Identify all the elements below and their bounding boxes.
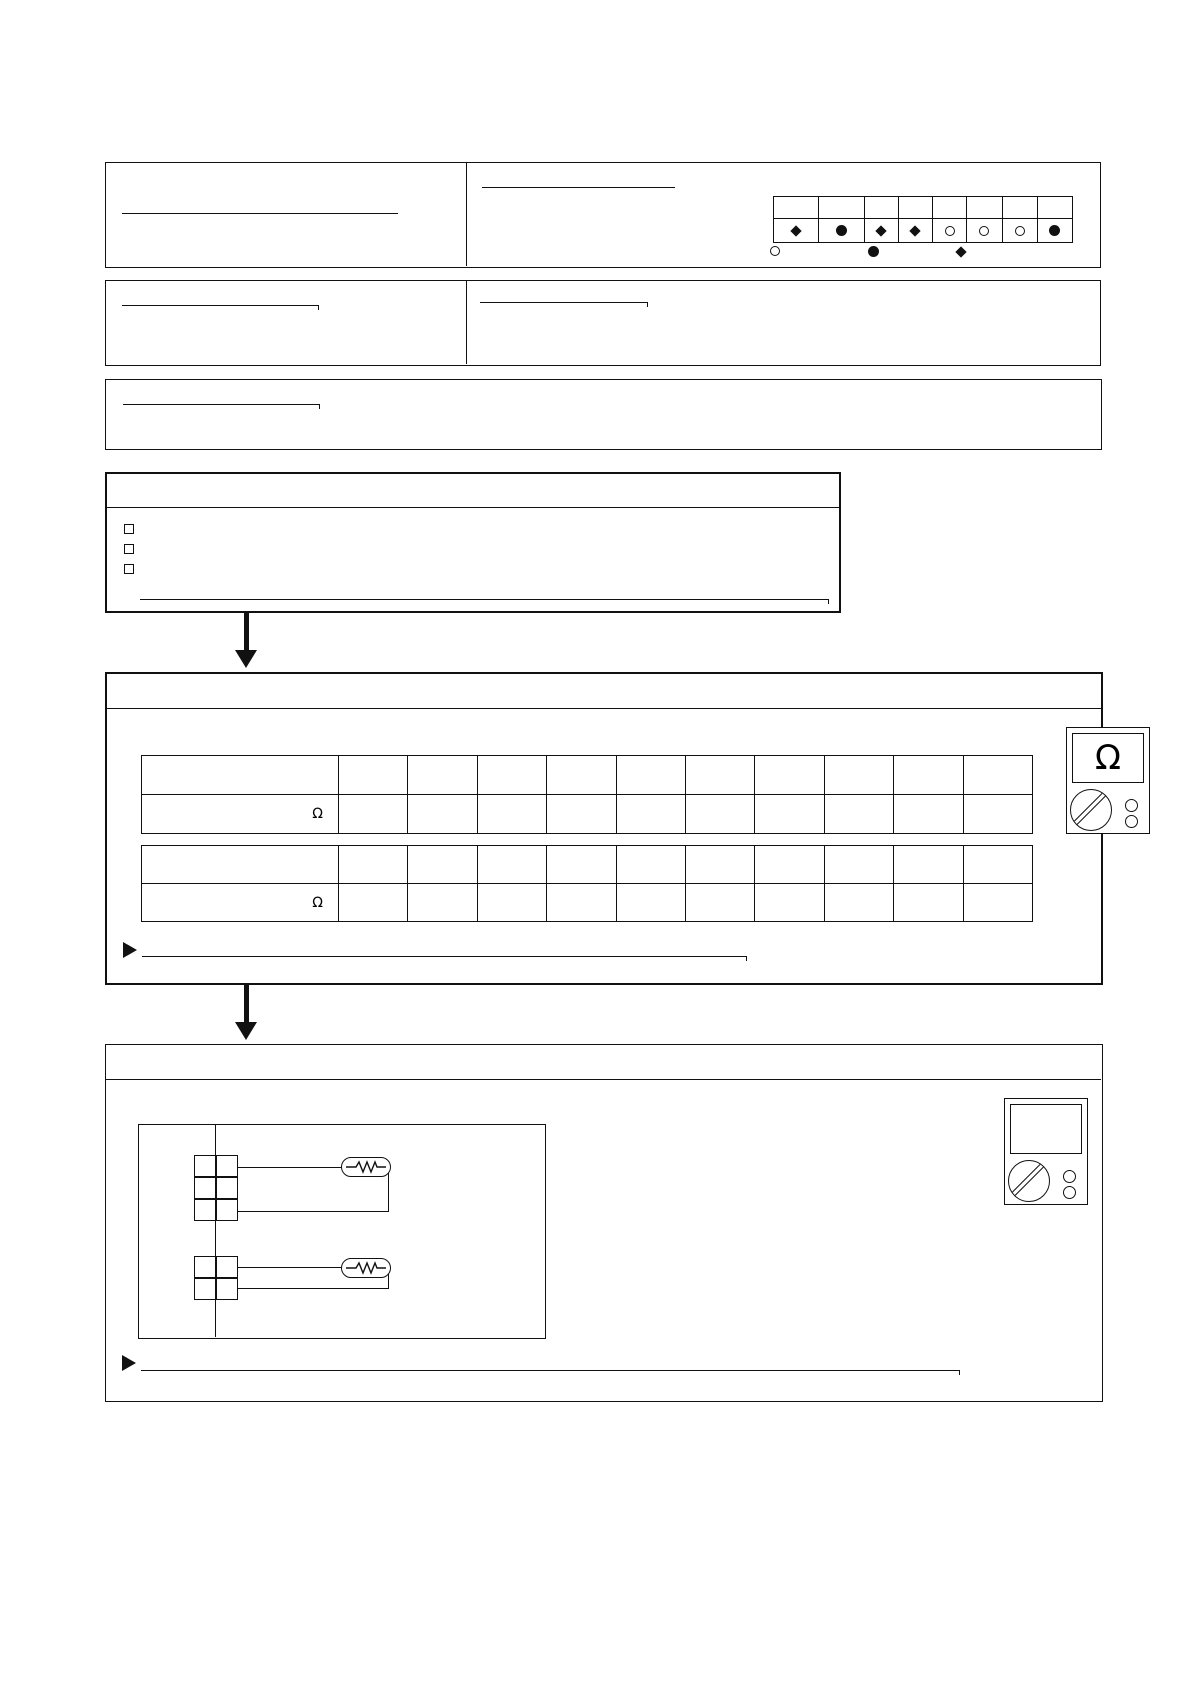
connector-pin bbox=[194, 1177, 216, 1199]
play-triangle-icon bbox=[123, 942, 137, 958]
notes-underline bbox=[123, 404, 319, 405]
connector-pin bbox=[216, 1177, 238, 1199]
multimeter-icon bbox=[1066, 727, 1150, 834]
meter-jack-icon bbox=[1063, 1186, 1076, 1199]
header-info-box bbox=[105, 162, 1101, 268]
arrow-down-icon bbox=[235, 650, 257, 668]
description-left-underline bbox=[122, 305, 318, 306]
notes-box bbox=[105, 379, 1102, 450]
meter-ohm-display: Ω bbox=[1095, 738, 1121, 778]
header-divider bbox=[466, 163, 467, 266]
header-right-underline bbox=[482, 187, 675, 188]
thermistor-icon bbox=[341, 1258, 391, 1278]
status-indicator-grid bbox=[773, 196, 1073, 243]
multimeter-icon bbox=[1004, 1098, 1088, 1205]
resistance-table-2 bbox=[141, 845, 1033, 922]
status-open-dot-icon bbox=[1003, 226, 1037, 236]
resistance-unit-label: Ω bbox=[312, 894, 323, 911]
thermistor-icon bbox=[341, 1157, 391, 1177]
legend-open-dot-icon bbox=[770, 246, 780, 256]
resistance-header-divider bbox=[107, 708, 1101, 709]
connector-pin bbox=[194, 1199, 216, 1221]
checklist-header-divider bbox=[107, 507, 839, 508]
wiring-step-underline bbox=[141, 1370, 959, 1371]
status-filled-dot-icon bbox=[819, 225, 864, 236]
resistance-check-box bbox=[105, 672, 1103, 985]
play-triangle-icon bbox=[122, 1355, 136, 1371]
description-divider bbox=[466, 281, 467, 364]
connector-pin bbox=[194, 1256, 216, 1278]
status-filled-dot-icon bbox=[1038, 225, 1072, 236]
status-diamond-icon bbox=[774, 227, 818, 235]
flow-arrow-down-icon bbox=[244, 985, 249, 1023]
status-open-dot-icon bbox=[967, 226, 1001, 236]
meter-dial-icon bbox=[1008, 1160, 1050, 1202]
legend-diamond-icon bbox=[957, 248, 965, 256]
checklist-underline bbox=[140, 599, 828, 600]
status-diamond-icon bbox=[865, 227, 898, 235]
meter-blank-display bbox=[1010, 1104, 1082, 1154]
resistance-table-1 bbox=[141, 755, 1033, 834]
status-diamond-icon bbox=[899, 227, 932, 235]
connector-pin bbox=[194, 1278, 216, 1300]
wire bbox=[238, 1288, 389, 1289]
wiring-diagram bbox=[138, 1124, 546, 1339]
legend-filled-dot-icon bbox=[868, 246, 879, 257]
description-box bbox=[105, 280, 1101, 366]
resistance-step-underline bbox=[142, 956, 746, 957]
arrow-down-icon bbox=[235, 1022, 257, 1040]
meter-dial-icon bbox=[1070, 789, 1112, 831]
checkbox-icon[interactable] bbox=[124, 564, 134, 574]
wire bbox=[238, 1211, 389, 1212]
connector-pin bbox=[216, 1278, 238, 1300]
meter-jack-icon bbox=[1125, 799, 1138, 812]
wiring-header-divider bbox=[106, 1079, 1101, 1080]
connector-pin bbox=[216, 1199, 238, 1221]
checkbox-icon[interactable] bbox=[124, 544, 134, 554]
meter-jack-icon bbox=[1125, 815, 1138, 828]
flow-arrow-down-icon bbox=[244, 613, 249, 651]
checklist-box bbox=[105, 472, 841, 613]
connector-pin bbox=[216, 1256, 238, 1278]
status-open-dot-icon bbox=[933, 226, 966, 236]
resistance-unit-label: Ω bbox=[312, 806, 323, 822]
connector-pin bbox=[216, 1155, 238, 1177]
connector-pin bbox=[194, 1155, 216, 1177]
checkbox-icon[interactable] bbox=[124, 524, 134, 534]
sensor-wiring-box bbox=[105, 1044, 1103, 1402]
meter-jack-icon bbox=[1063, 1170, 1076, 1183]
header-left-underline bbox=[122, 213, 398, 214]
description-right-underline bbox=[480, 302, 647, 303]
